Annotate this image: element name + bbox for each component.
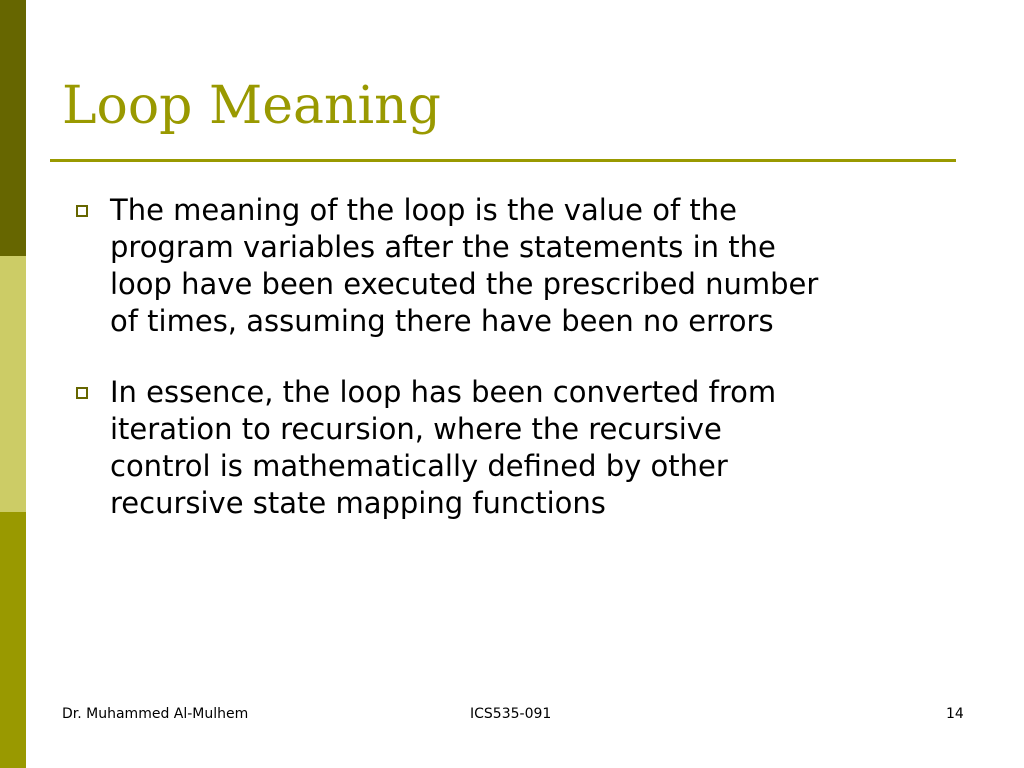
hollow-square-bullet-icon bbox=[76, 387, 88, 399]
bullet-list bbox=[70, 192, 960, 556]
side-bar-olive bbox=[0, 512, 26, 768]
hollow-square-bullet-icon bbox=[76, 205, 88, 217]
footer-author: Dr. Muhammed Al-Mulhem bbox=[62, 706, 249, 722]
title-divider bbox=[50, 159, 956, 162]
side-bar-light bbox=[0, 256, 26, 512]
bullet-item bbox=[70, 374, 960, 522]
bullet-text: In essence, the loop has been converted from iteration to recursion, where the recursive control is mathematically defined by other recursive state mapping functions bbox=[110, 375, 777, 520]
footer-course: ICS535-091 bbox=[470, 706, 552, 722]
slide-title: Loop Meaning bbox=[62, 76, 441, 136]
side-bar-dark bbox=[0, 0, 26, 256]
bullet-text: The meaning of the loop is the value of the program variables after the statements in the loop have been executed the prescribed number of times, assuming there have been no errors bbox=[110, 193, 819, 338]
footer-page-number: 14 bbox=[946, 706, 964, 722]
bullet-item bbox=[70, 192, 960, 340]
